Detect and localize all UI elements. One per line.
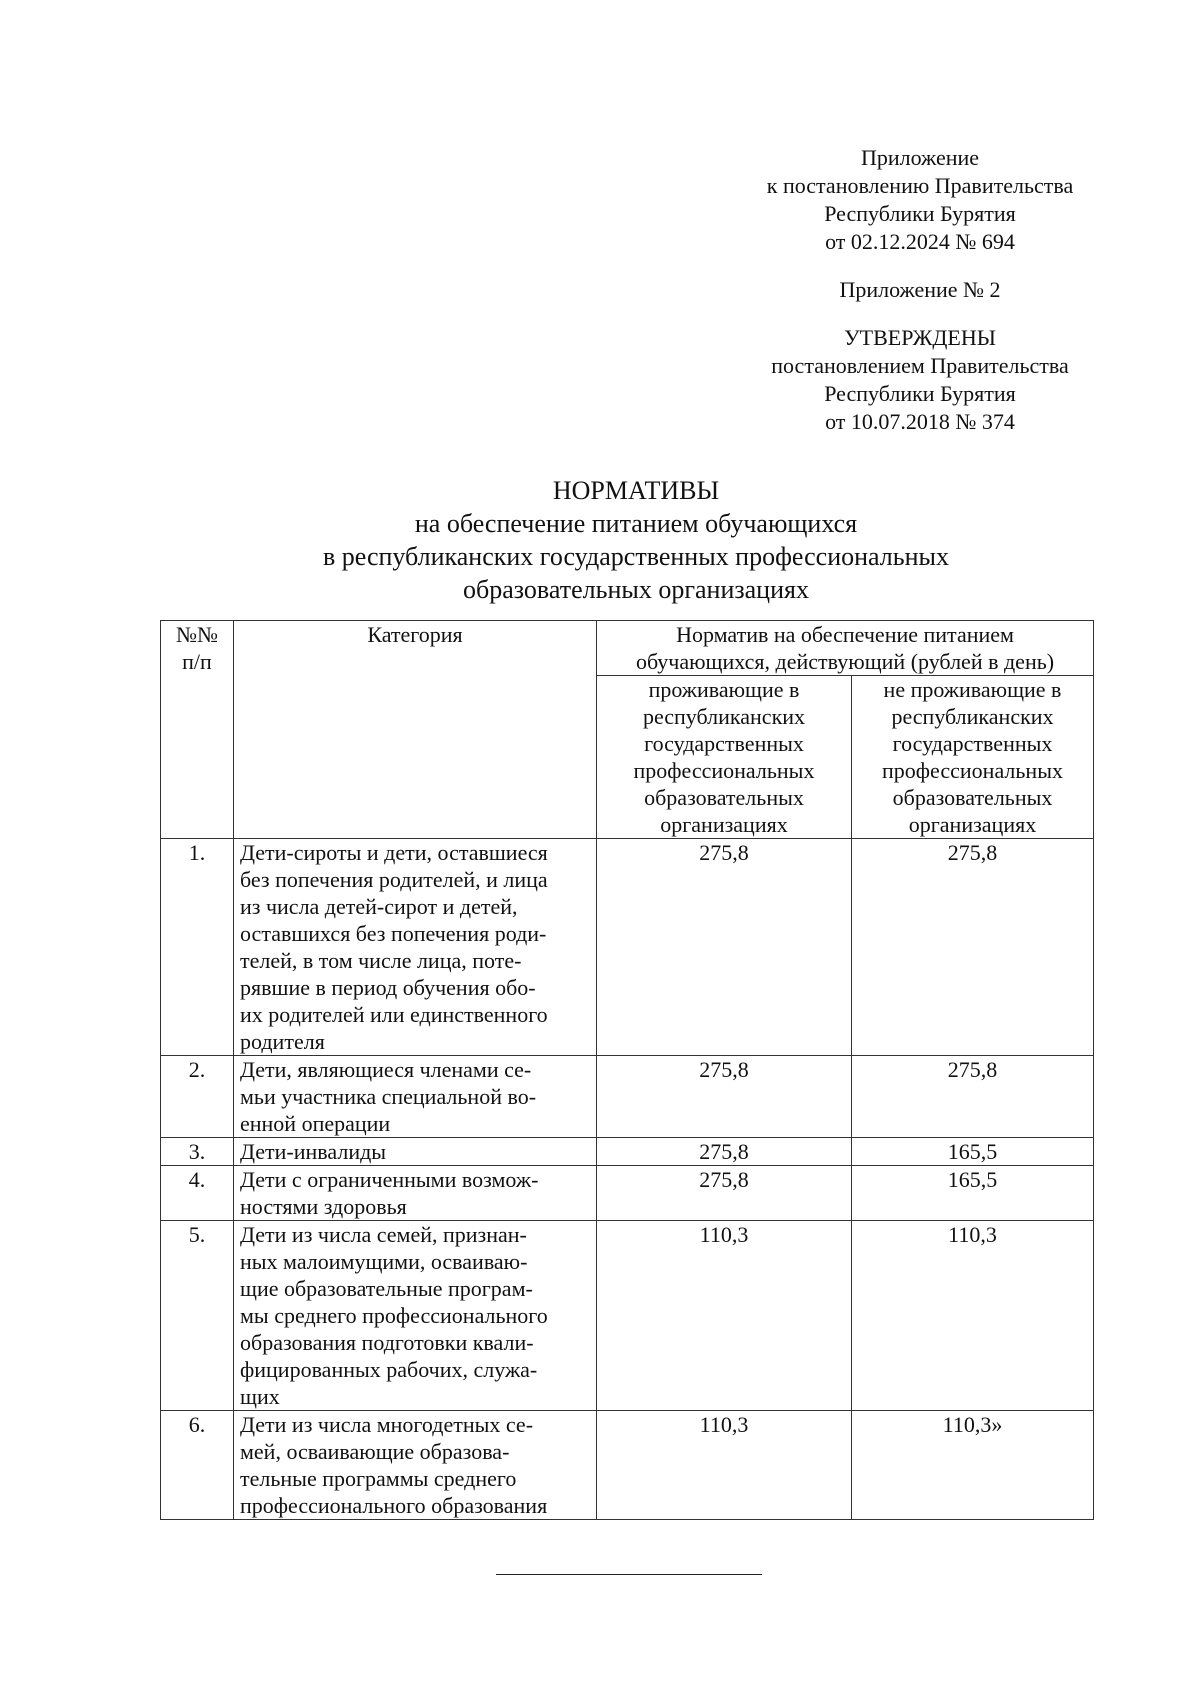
appendix-line: к постановлению Правительства	[766, 173, 1074, 198]
value-living: 110,3	[597, 1411, 852, 1520]
header-not-living-line: республиканских	[891, 704, 1054, 729]
category-line: щие образовательные програм-	[240, 1276, 533, 1301]
category-line: образования подготовки квали-	[240, 1330, 534, 1355]
value-living: 110,3	[597, 1221, 852, 1411]
document-title	[0, 474, 1200, 606]
table-row	[161, 1056, 1094, 1138]
category-line: енной операции	[240, 1111, 391, 1136]
category-line: Дети из числа многодетных се-	[240, 1412, 534, 1437]
category-line: рявшие в период обучения обо-	[240, 975, 536, 1000]
category-line: без попечения родителей, и лица	[240, 867, 548, 892]
category-line: Дети-сироты и дети, оставшиеся	[240, 840, 548, 865]
row-number: 4.	[161, 1166, 234, 1221]
header-not-living-line: не проживающие в	[883, 677, 1062, 702]
category-line: телей, в том числе лица, поте-	[240, 948, 522, 973]
appendix-number	[740, 276, 1100, 304]
header-living-line: республиканских	[642, 704, 806, 729]
row-number: 1.	[161, 839, 234, 1056]
appendix-line: Республики Бурятия	[824, 201, 1016, 226]
value-not-living: 110,3	[852, 1221, 1094, 1411]
row-number: 3.	[161, 1138, 234, 1166]
header-not-living-line: организациях	[908, 812, 1037, 837]
row-number: 5.	[161, 1221, 234, 1411]
row-category	[234, 1138, 597, 1166]
title-line: на обеспечение питанием обучающихся	[414, 509, 858, 538]
category-line: профессионального образования	[240, 1493, 548, 1518]
row-number: 6.	[161, 1411, 234, 1520]
approved-line: от 10.07.2018 № 374	[825, 409, 1015, 434]
header-living-line: образовательных	[644, 785, 804, 810]
category-line: мьи участника специальной во-	[240, 1084, 537, 1109]
value-not-living: 110,3»	[852, 1411, 1094, 1520]
row-category	[234, 1221, 597, 1411]
table-row	[161, 839, 1094, 1056]
header-norm-line: Норматив на обеспечение питанием	[676, 622, 1014, 647]
footer-divider	[496, 1574, 762, 1575]
header-living-line: проживающие в	[648, 677, 800, 702]
value-not-living: 165,5	[852, 1138, 1094, 1166]
approved-line: Республики Бурятия	[824, 381, 1016, 406]
category-line: мы среднего профессионального	[240, 1303, 548, 1328]
norms-table	[160, 620, 1094, 1520]
appendix-line: Приложение	[860, 145, 980, 170]
value-living: 275,8	[597, 1166, 852, 1221]
category-line: Дети, являющиеся членами се-	[240, 1057, 532, 1082]
category-line: оставшихся без попечения роди-	[240, 921, 547, 946]
category-line: Дети из числа семей, признан-	[240, 1222, 527, 1247]
row-category	[234, 1056, 597, 1138]
value-not-living: 165,5	[852, 1166, 1094, 1221]
category-line: тельные программы среднего	[240, 1466, 517, 1491]
category-line: их родителей или единственного	[240, 1002, 548, 1027]
value-not-living: 275,8	[852, 839, 1094, 1056]
approved-block	[740, 324, 1100, 436]
table-row	[161, 1138, 1094, 1166]
header-not-living-line: образовательных	[892, 785, 1053, 810]
row-category	[234, 839, 597, 1056]
title-line: НОРМАТИВЫ	[552, 476, 720, 505]
header-living-line: профессиональных	[633, 758, 815, 783]
value-living: 275,8	[597, 1138, 852, 1166]
value-not-living: 275,8	[852, 1056, 1094, 1138]
header-living	[597, 676, 852, 839]
table-row	[161, 1411, 1094, 1520]
row-number: 2.	[161, 1056, 234, 1138]
header-num-line: №№	[176, 622, 218, 647]
header-living-line: организациях	[660, 812, 788, 837]
category-line: Дети с ограниченными возмож-	[240, 1167, 539, 1192]
approved-line: УТВЕРЖДЕНЫ	[844, 325, 996, 350]
row-category	[234, 1411, 597, 1520]
category-line: из числа детей-сирот и детей,	[240, 894, 518, 919]
header-norm-line: обучающихся, действующий (рублей в день)	[635, 649, 1055, 674]
header-not-living-line: профессиональных	[882, 758, 1063, 783]
category-line: ностями здоровья	[240, 1194, 407, 1219]
table-row	[161, 1221, 1094, 1411]
header-norm	[597, 621, 1094, 676]
header-living-line: государственных	[644, 731, 804, 756]
category-line: Дети-инвалиды	[240, 1139, 387, 1164]
value-living: 275,8	[597, 839, 852, 1056]
category-line: родителя	[240, 1029, 325, 1054]
header-not-living	[852, 676, 1094, 839]
header-category	[234, 621, 597, 839]
category-line: мей, осваивающие образова-	[240, 1439, 510, 1464]
category-line: фицированных рабочих, служа-	[240, 1357, 538, 1382]
header-num-line: п/п	[182, 649, 212, 674]
header-num	[161, 621, 234, 839]
header-category-text: Категория	[367, 622, 463, 647]
appendix-number-text: Приложение № 2	[839, 277, 1001, 302]
appendix-line: от 02.12.2024 № 694	[825, 229, 1015, 254]
category-line: ных малоимущими, осваиваю-	[240, 1249, 528, 1274]
appendix-block	[740, 144, 1100, 256]
title-line: в республиканских государственных профессиональных	[322, 542, 950, 571]
category-line: щих	[240, 1384, 280, 1409]
row-category	[234, 1166, 597, 1221]
table-row	[161, 1166, 1094, 1221]
value-living: 275,8	[597, 1056, 852, 1138]
table-header-row	[161, 621, 1094, 676]
approved-line: постановлением Правительства	[771, 353, 1069, 378]
header-not-living-line: государственных	[892, 731, 1053, 756]
title-line: образовательных организациях	[463, 575, 809, 604]
